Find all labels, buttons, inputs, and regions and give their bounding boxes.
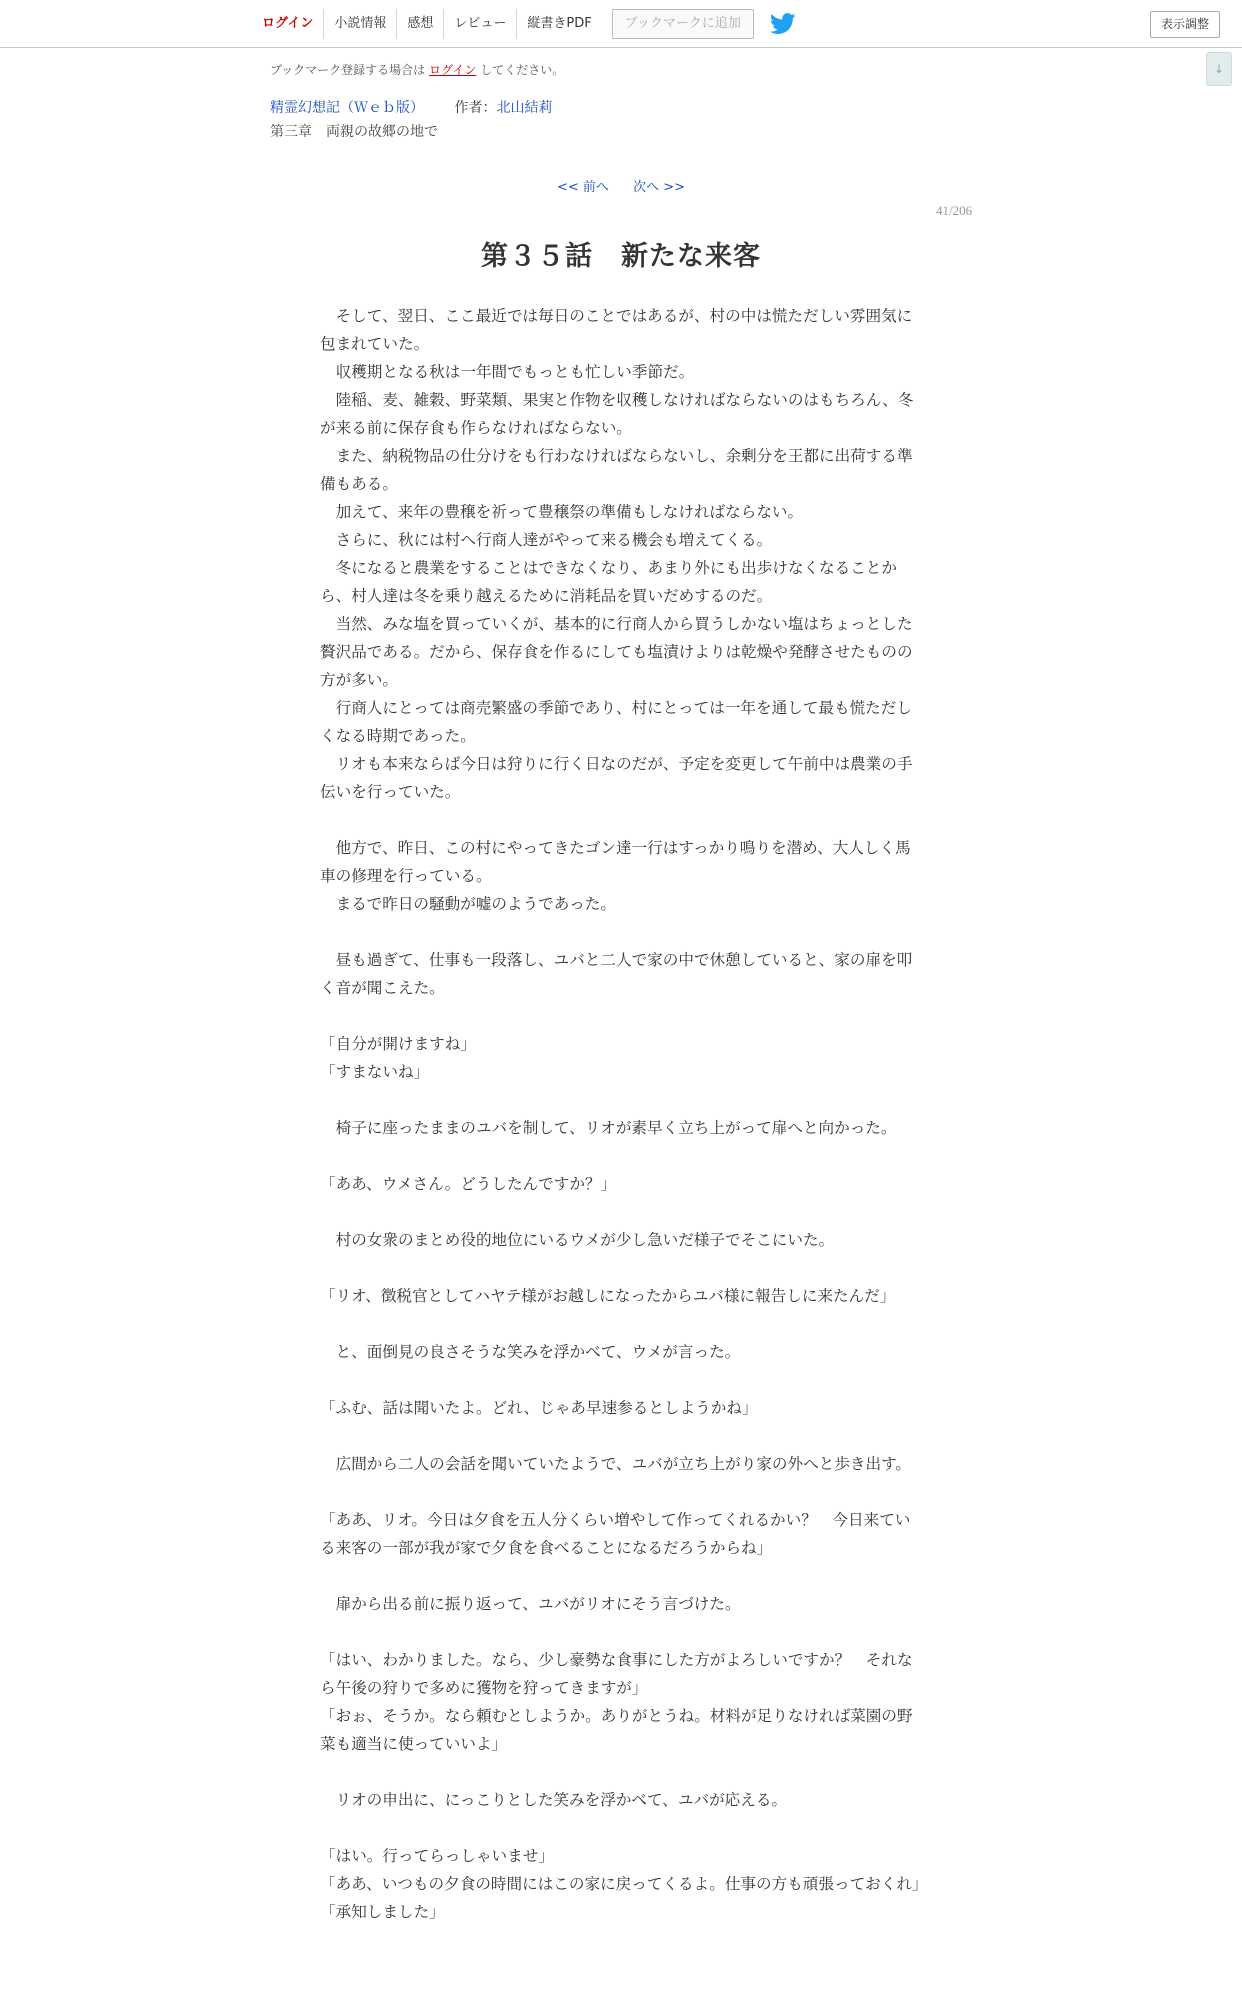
body-paragraph: 冬になると農業をすることはできなくなり、あまり外にも出歩けなくなることから、村人達は冬を乗り越えるために消耗品を買いだめするのだ。 <box>320 559 897 605</box>
body-paragraph <box>320 1758 920 1786</box>
login-link[interactable]: ログイン <box>262 16 314 31</box>
notice-prefix: ブックマーク登録する場合は <box>270 63 426 77</box>
body-paragraph <box>320 1254 920 1282</box>
body-paragraph <box>320 1618 920 1646</box>
body-paragraph: 「ああ、いつもの夕食の時間にはこの家に戻ってくるよ。仕事の方も頑張っておくれ」 <box>320 1875 928 1893</box>
bookmark-notice <box>270 61 564 78</box>
body-paragraph <box>320 1814 920 1842</box>
scroll-down-button[interactable]: ↓ <box>1206 52 1232 86</box>
notice-login-link[interactable]: ログイン <box>429 63 477 77</box>
body-paragraph: 行商人にとっては商売繁盛の季節であり、村にとっては一年を通して最も慌ただしくなる時期であった。 <box>320 699 912 745</box>
body-paragraph: 「はい。行ってらっしゃいませ」 <box>320 1847 554 1865</box>
body-paragraph <box>320 1562 920 1590</box>
author-label: 作者： <box>454 100 497 116</box>
novel-title-link[interactable]: 精霊幻想記（Ｗｅｂ版） <box>270 100 424 116</box>
body-paragraph <box>320 918 920 946</box>
body-paragraph: 村の女衆のまとめ役的地位にいるウメが少し急いだ様子でそこにいた。 <box>320 1231 835 1249</box>
body-paragraph: そして、翌日、ここ最近では毎日のことではあるが、村の中は慌ただしい雰囲気に包まれていた。 <box>320 307 913 353</box>
body-paragraph <box>320 1198 920 1226</box>
prev-link[interactable]: << 前へ <box>557 180 609 195</box>
body-paragraph <box>320 1422 920 1450</box>
pager <box>0 176 1242 195</box>
body-paragraph: 「はい、わかりました。なら、少し豪勢な食事にした方がよろしいですか？ それなら午後の狩りで多めに獲物を狩ってきますが」 <box>320 1651 913 1697</box>
body-paragraph: 「承知しました」 <box>320 1903 445 1921</box>
body-paragraph: 「ふむ、話は聞いたよ。どれ、じゃあ早速参るとしようかね」 <box>320 1399 758 1417</box>
body-paragraph: 椅子に座ったままのユバを制して、リオが素早く立ち上がって扉へと向かった。 <box>320 1119 897 1137</box>
body-paragraph: 「リオ、徴税官としてハヤテ様がお越しになったからユバ様に報告しに来たんだ」 <box>320 1287 896 1305</box>
body-paragraph: 当然、みな塩を買っていくが、基本的に行商人から買うしかない塩はちょっとした贅沢品である。だから、保存食を作るにしても塩漬けよりは乾燥や発酵させたものの方が多い。 <box>320 615 913 689</box>
next-link[interactable]: 次へ >> <box>633 180 685 195</box>
impressions-link[interactable]: 感想 <box>396 9 443 39</box>
top-bar <box>0 0 1242 48</box>
body-paragraph: 昼も過ぎて、仕事も一段落し、ユバと二人で家の中で休憩していると、家の扉を叩く音が聞こえた。 <box>320 951 913 997</box>
body-paragraph: 扉から出る前に振り返って、ユバがリオにそう言づけた。 <box>320 1595 741 1613</box>
novel-info-link[interactable]: 小説情報 <box>323 9 396 39</box>
body-paragraph <box>320 1142 920 1170</box>
body-paragraph <box>320 1478 920 1506</box>
body-paragraph: まるで昨日の騒動が嘘のようであった。 <box>320 895 616 913</box>
body-paragraph: リオも本来ならば今日は狩りに行く日なのだが、予定を変更して午前中は農業の手伝いを行っていた。 <box>320 755 913 801</box>
body-paragraph: 「自分が開けますね」 <box>320 1035 476 1053</box>
novel-body <box>320 302 928 1926</box>
body-paragraph: さらに、秋には村へ行商人達がやって来る機会も増えてくる。 <box>320 531 773 549</box>
body-paragraph: 「すまないね」 <box>320 1063 430 1081</box>
chapter-title: 第三章 両親の故郷の地で <box>270 124 438 140</box>
body-paragraph: と、面倒見の良さそうな笑みを浮かべて、ウメが言った。 <box>320 1343 741 1361</box>
review-link[interactable]: レビュー <box>443 9 516 39</box>
author-link[interactable]: 北山結莉 <box>496 100 553 116</box>
episode-title: 第３５話 新たな来客 <box>481 241 761 272</box>
body-paragraph: 収穫期となる秋は一年間でもっとも忙しい季節だ。 <box>320 363 695 381</box>
body-paragraph <box>320 1310 920 1338</box>
body-paragraph: リオの申出に、にっこりとした笑みを浮かべて、ユバが応える。 <box>320 1791 788 1809</box>
novel-header <box>270 97 552 117</box>
body-paragraph: 「おぉ、そうか。なら頼むとしようか。ありがとうね。材料が足りなければ菜園の野菜も適当に使っていいよ」 <box>320 1707 913 1753</box>
body-paragraph: 「ああ、リオ。今日は夕食を五人分くらい増やして作ってくれるかい？ 今日来ている来客の一部が我が家で夕食を食べることになるだろうからね」 <box>320 1511 911 1557</box>
notice-suffix: してください。 <box>480 63 565 77</box>
body-paragraph <box>320 1002 920 1030</box>
body-paragraph <box>320 1086 920 1114</box>
body-paragraph: 「ああ、ウメさん。どうしたんですか？」 <box>320 1175 617 1193</box>
body-paragraph <box>320 1366 920 1394</box>
twitter-bird-icon[interactable] <box>770 13 796 35</box>
body-paragraph: 広間から二人の会話を聞いていたようで、ユバが立ち上がり家の外へと歩き出す。 <box>320 1455 912 1473</box>
body-paragraph: 陸稲、麦、雑穀、野菜類、果実と作物を収穫しなければならないのはもちろん、冬が来る前に保存食も作らなければならない。 <box>320 391 914 437</box>
display-adjust-button[interactable]: 表示調整 <box>1150 11 1220 38</box>
body-paragraph <box>320 806 920 834</box>
page-count: 41/206 <box>936 203 973 218</box>
body-paragraph: 加えて、来年の豊穣を祈って豊穣祭の準備もしなければならない。 <box>320 503 804 521</box>
bookmark-add-button[interactable]: ブックマークに追加 <box>612 9 754 39</box>
vertical-pdf-link[interactable]: 縦書きPDF <box>516 9 601 39</box>
main-nav <box>252 0 796 48</box>
body-paragraph: また、納税物品の仕分けをも行わなければならないし、余剰分を王都に出荷する準備もある。 <box>320 447 913 493</box>
body-paragraph: 他方で、昨日、この村にやってきたゴン達一行はすっかり鳴りを潜め、大人しく馬車の修理を行っている。 <box>320 839 911 885</box>
